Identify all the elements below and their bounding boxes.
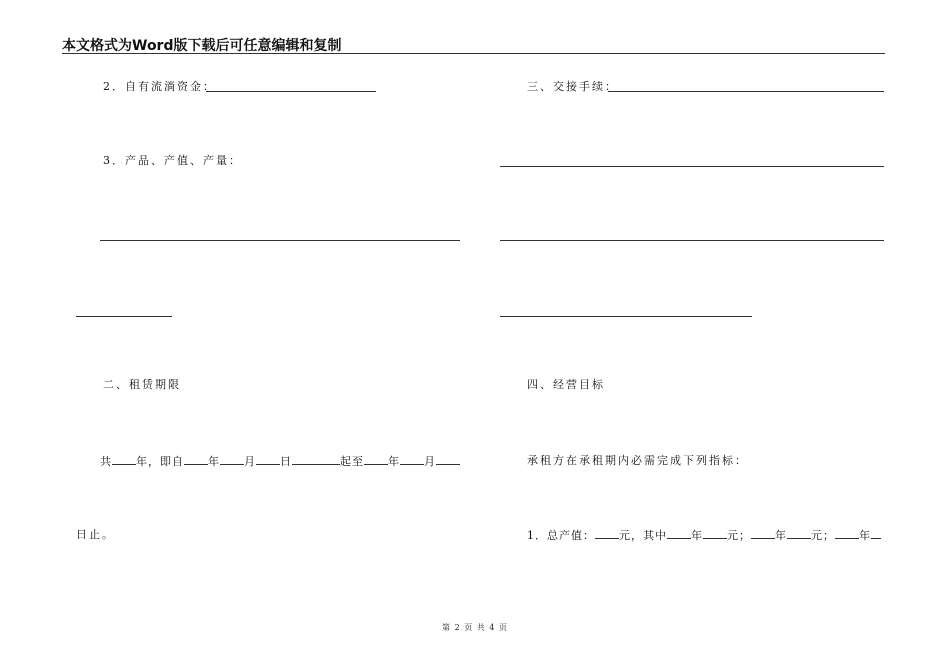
header-rule — [62, 53, 885, 54]
section-business-goals-heading: 四、经营目标 — [527, 378, 605, 391]
handover-blank-line-3 — [500, 240, 884, 241]
section-handover-heading: 三、交接手续： — [527, 80, 618, 93]
section-lease-term-heading: 二、租赁期限 — [103, 378, 181, 391]
lease-term-end: 日止。 — [76, 528, 115, 541]
handover-blank-line-2 — [500, 166, 884, 167]
products-blank-line-2 — [76, 316, 172, 317]
products-blank-line-1 — [100, 240, 460, 241]
lease-term-line: 共 年，即自 年 月 日 起至 年 月 — [100, 454, 460, 469]
goal-total-output-line: 1．总产值： 元，其中 年 元； 年 元； 年 — [527, 528, 881, 543]
handover-blank-line-1 — [608, 91, 884, 92]
item-working-capital-label: 2．自有流淌资金： — [103, 80, 216, 93]
handover-blank-line-4 — [500, 316, 752, 317]
header-title: 本文格式为Word版下载后可任意编辑和复制 — [62, 38, 342, 54]
item-working-capital — [103, 80, 216, 94]
working-capital-blank — [206, 91, 376, 92]
goals-intro: 承租方在承租期内必需完成下列指标： — [527, 454, 748, 467]
page-number-footer: 第 2 页 共 4 页 — [442, 623, 508, 632]
item-products-label: 3．产品、产值、产量： — [103, 154, 242, 167]
